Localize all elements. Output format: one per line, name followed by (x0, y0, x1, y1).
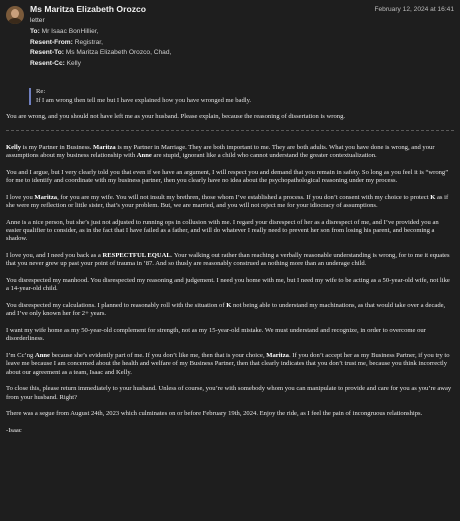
p2-bold-3: Anne (136, 152, 152, 159)
quote-line-1: Re: (36, 88, 46, 95)
p4-bold-1: Maritza (34, 193, 58, 201)
p6-bold-1: RESPECTFUL EQUAL (102, 252, 171, 259)
resent-cc-row (30, 59, 171, 70)
separator-line (6, 130, 454, 135)
paragraph-7: You disrespected my manhood. You disrespected my reasoning and judgement. I need you home with me, but I need my wife to be acting as a 50-year-old wife, not like a 14-year-old child. (6, 277, 450, 293)
resent-from-row (30, 38, 171, 49)
message-header (0, 0, 460, 76)
to-value[interactable]: Mr Isaac BonHillier, (41, 28, 99, 35)
paragraph-5: Anne is a nice person, but she’s just not adjusted to running ops in collusion with me. I regard your disrespect of her as a disrespect of me, and I’ve provided you an easier qualifier to consider, as in the fact that I have failed as a father, and will do whatever I really need to prevent her son from losing his parent, and becoming a shadow. (6, 218, 439, 243)
p2-bold-2: Maritza (93, 143, 116, 151)
resent-from-value[interactable]: Registrar, (74, 38, 103, 46)
paragraph-6 (6, 252, 454, 269)
p2-text-3: are stupid, ignorant like a child who cannot understand the greater contextualization. (151, 152, 377, 159)
p4-text-1: I love you (6, 193, 35, 201)
p8-text-1: You disrespected my calculations. I planned to reasonably roll with the situation of (6, 302, 227, 309)
sender-name[interactable]: Ms Maritza Elizabeth Orozco (30, 4, 147, 14)
p2-text-1: is my Partner in Business. (21, 143, 94, 151)
p8-bold-1: K (226, 302, 232, 309)
paragraph-12: There was a segue from August 24th, 2023 which culminates on or before February 19th, 2024. Enjoy the ride, as I feel the pain of incongruous relationships. (6, 410, 423, 418)
p6-text-1: I love you, and I need you back as a (6, 252, 103, 259)
message-body (6, 113, 454, 444)
p10-text-3: . If you don’t accept her as my Business Partner, if you try to leave me because I am concerned about the health and welfare of my Business Partner, then that clearly indicates that you don’t trust me, because you think incorrectly about our agreement as a team, Isaac and Kelly. (6, 352, 450, 376)
quoted-text (29, 88, 456, 105)
paragraph-2 (6, 144, 454, 161)
message-subject: letter (30, 17, 45, 24)
p4-text-3: as if she were my reflection or little sister, that’s your problem. But, we are married, and you will not reject me for your idiocracy of assumptions. (6, 193, 449, 209)
p4-text-2: , for you are my wife. You will not insult my brethren, those whom I’ve established a process. If you don’t consent with my choice to protect (57, 193, 431, 201)
header-fields (30, 27, 171, 69)
p10-text-2: because she’s evidently part of me. If you don’t like me, then that is your choice, (49, 352, 267, 359)
p10-bold-2: Maritza (266, 352, 289, 359)
paragraph-8 (6, 302, 454, 319)
paragraph-11: To close this, please return immediately to your husband. Unless of course, you’re with somebody whom you can manipulate to provide and care for you as you’re away from your husband. Right? (6, 385, 452, 401)
paragraph-1: You are wrong, and you should not have left me as your husband. Please explain, because the reasoning of dissertation is wrong. (6, 113, 346, 120)
avatar-face-shape (11, 9, 19, 18)
avatar-body-shape (8, 18, 22, 24)
paragraph-10 (6, 352, 454, 377)
resent-cc-value[interactable]: Kelly (66, 59, 81, 67)
paragraph-9: I want my wife home as my 50-year-old complement for strength, not as my 15-year-old mistake. We must understand and recognize, in order to overcome our disorderliness. (6, 327, 426, 343)
p10-bold-1: Anne (34, 352, 50, 359)
message-date: February 12, 2024 at 16:41 (374, 6, 454, 13)
to-label: To: (30, 28, 40, 35)
paragraph-3: You and I argue, but I very clearly told you that even if we have an argument, I will respect you and demand that you remain in safety. So long as you feel it is “wrong” for me to identify and coordinate with my business partner, then you clearly have no idea about the psychopathological reasoning under my process. (6, 168, 449, 184)
signature: -Isaac (6, 427, 22, 434)
p10-text-1: I’m Cc’ng (6, 352, 35, 359)
resent-to-value[interactable]: Ms Maritza Elizabeth Orozco, Chad, (65, 49, 172, 56)
resent-to-label: Resent-To: (30, 49, 64, 56)
p2-bold-1: Kelly (6, 143, 22, 151)
p8-text-2: not being able to understand my machinations, as that would take over a decade, and I’ve only known her for 2+ years. (6, 302, 446, 318)
p4-bold-2: K (430, 193, 436, 201)
quote-line-2: If I am wrong then tell me but I have explained how you have wronged me badly. (36, 96, 252, 104)
resent-to-row (30, 48, 171, 59)
resent-cc-label: Resent-Cc: (30, 59, 65, 67)
sender-avatar[interactable] (6, 6, 24, 24)
p2-text-2: is my Partner in Marriage. They are both important to me. They are both adults. What you have done is wrong, and your assumptions about my business relationship with (6, 143, 435, 159)
to-row (30, 27, 171, 38)
resent-from-label: Resent-From: (30, 38, 73, 46)
p6-text-2: . Your walking out rather than reaching a verbally reasonable understanding is wrong, for to me it equates that you never grew up past your point of trauma in ’87. And so thusly are reasonably construed as nothing more than an underage child. (6, 252, 450, 268)
paragraph-4 (6, 194, 454, 211)
